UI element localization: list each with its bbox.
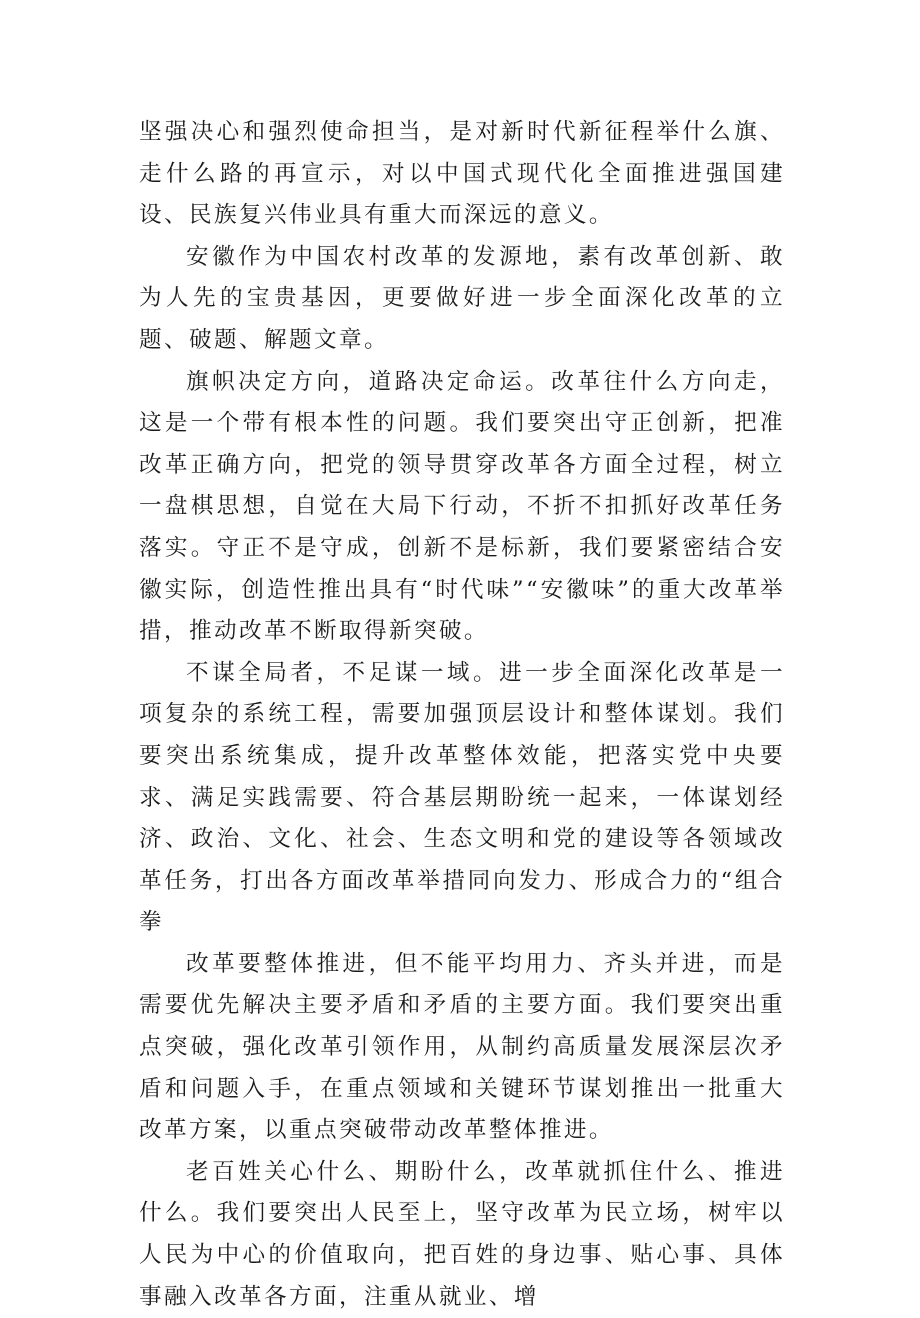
paragraph-1: 坚强决心和强烈使命担当，是对新时代新征程举什么旗、走什么路的再宣示，对以中国式现代化全面推进强国建设、民族复兴伟业具有重大而深远的意义。 xyxy=(139,119,785,229)
document-body xyxy=(139,112,785,1318)
paragraph-3: 旗帜决定方向，道路决定命运。改革往什么方向走，这是一个带有根本性的问题。我们要突出守正创新，把准改革正确方向，把党的领导贯穿改革各方面全过程，树立一盘棋思想，自觉在大局下行动，不折不扣抓好改革任务落实。守正不是守成，创新不是标新，我们要紧密结合安徽实际，创造性推出具有“时代味”“安徽味”的重大改革举措，推动改革不断取得新突破。 xyxy=(139,368,785,645)
paragraph-4: 不谋全局者，不足谋一域。进一步全面深化改革是一项复杂的系统工程，需要加强顶层设计和整体谋划。我们要突出系统集成，提升改革整体效能，把落实党中央要求、满足实践需要、符合基层期盼统一起来，一体谋划经济、政治、文化、社会、生态文明和党的建设等各领域改革任务，打出各方面改革举措同向发力、形成合力的“组合拳 xyxy=(139,659,785,936)
paragraph-5: 改革要整体推进，但不能平均用力、齐头并进，而是需要优先解决主要矛盾和矛盾的主要方面。我们要突出重点突破，强化改革引领作用，从制约高质量发展深层次矛盾和问题入手，在重点领域和关键环节谋划推出一批重大改革方案，以重点突破带动改革整体推进。 xyxy=(139,950,785,1144)
paragraph-6: 老百姓关心什么、期盼什么，改革就抓住什么、推进什么。我们要突出人民至上，坚守改革为民立场，树牢以人民为中心的价值取向，把百姓的身边事、贴心事、具体事融入改革各方面，注重从就业、增 xyxy=(139,1158,785,1310)
paragraph-2: 安徽作为中国农村改革的发源地，素有改革创新、敢为人先的宝贵基因，更要做好进一步全面深化改革的立题、破题、解题文章。 xyxy=(139,243,785,353)
